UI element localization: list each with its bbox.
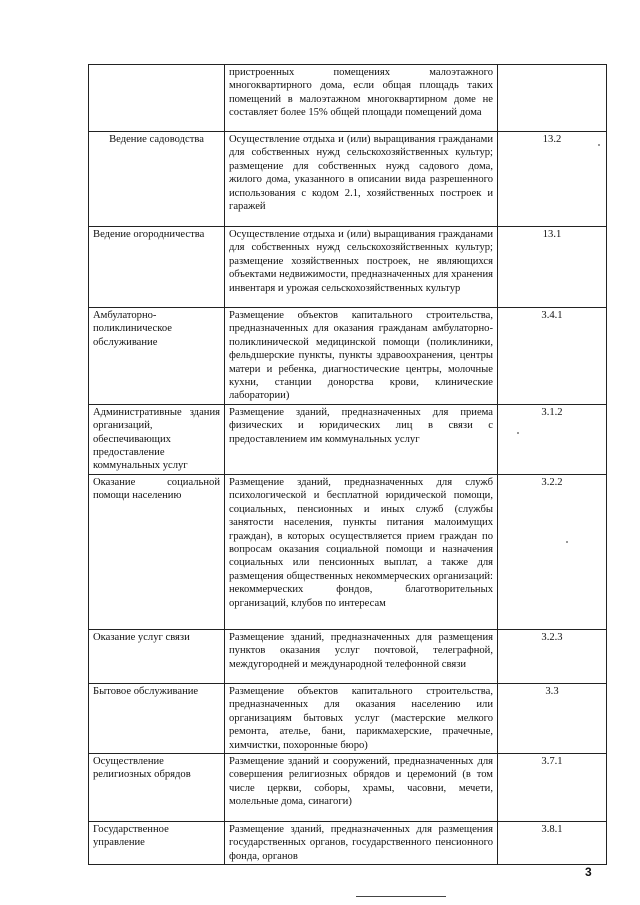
use-type-description: Размещение зданий, предназначенных для размещения государственных органов, государственного пенсионного фонда, органов <box>225 821 498 864</box>
table-row <box>89 629 607 683</box>
use-type-code: 3.1.2 <box>498 404 607 474</box>
use-type-code: 3.2.3 <box>498 629 607 683</box>
scan-speck <box>598 144 600 146</box>
use-type-description: Размещение зданий, предназначенных для служб психологической и бесплатной юридической помощи, социальных, пенсионных и иных служб (службы занятости населения, пункты питания малоимущих граждан), в которых осуществляется прием граждан по вопросам оказания социальной помощи и назначения социальных или пенсионных выплат, а также для размещения общественных некоммерческих организаций: некоммерческих фондов, благотворительных организаций, клубов по интересам <box>225 474 498 629</box>
use-type-code: 3.2.2 <box>498 474 607 629</box>
use-type-description: Размещение объектов капитального строительства, предназначенных для оказания населению или организациям бытовых услуг (мастерские мелкого ремонта, ателье, бани, парикмахерские, прачечные, химчистки, похоронные бюро) <box>225 683 498 753</box>
use-type-description: Размещение зданий, предназначенных для приема физических и юридических лиц в связи с предоставлением им коммунальных услуг <box>225 404 498 474</box>
use-type-name: Оказание социальной помощи населению <box>89 474 225 629</box>
footer-rule <box>356 896 446 897</box>
table-row <box>89 65 607 132</box>
table-row <box>89 753 607 821</box>
use-type-name: Ведение огородничества <box>89 227 225 308</box>
use-type-name: Амбулаторно-поликлиническое обслуживание <box>89 308 225 405</box>
use-type-description: Осуществление отдыха и (или) выращивания гражданами для собственных нужд сельскохозяйственных культур; размещение для собственных нужд садового дома, жилого дома, указанного в описании вида разрешенного использования с кодом 2.1, хозяйственных построек и гаражей <box>225 132 498 227</box>
table-row <box>89 821 607 864</box>
use-type-description: Размещение объектов капитального строительства, предназначенных для оказания гражданам амбулаторно-поликлинической медицинской помощи (поликлиники, фельдшерские пункты, пункты здравоохранения, центры матери и ребенка, диагностические центры, молочные кухни, станции донорства крови, клинические лаборатории) <box>225 308 498 405</box>
use-type-name: Административные здания организаций, обеспечивающих предоставление коммунальных услуг <box>89 404 225 474</box>
page-number: 3 <box>585 865 592 879</box>
scan-speck <box>566 541 568 543</box>
use-type-name <box>89 65 225 132</box>
use-type-code: 3.3 <box>498 683 607 753</box>
use-type-code: 3.8.1 <box>498 821 607 864</box>
table-row <box>89 404 607 474</box>
land-use-table <box>88 64 607 865</box>
table-row <box>89 227 607 308</box>
table-row <box>89 132 607 227</box>
use-type-description: Размещение зданий, предназначенных для размещения пунктов оказания услуг почтовой, телеграфной, междугородней и международной телефонной связи <box>225 629 498 683</box>
use-type-name: Осуществление религиозных обрядов <box>89 753 225 821</box>
use-type-description: пристроенных помещениях малоэтажного многоквартирного дома, если общая площадь таких помещений в малоэтажном многоквартирном доме не составляет более 15% общей площади помещений дома <box>225 65 498 132</box>
use-type-name: Ведение садоводства <box>89 132 225 227</box>
use-type-description: Осуществление отдыха и (или) выращивания гражданами для собственных нужд сельскохозяйственных культур; размещение хозяйственных построек, не являющихся объектами недвижимости, предназначенных для хранения инвентаря и урожая сельскохозяйственных культур <box>225 227 498 308</box>
use-type-code: 3.4.1 <box>498 308 607 405</box>
scan-speck <box>517 432 519 434</box>
use-type-name: Государственное управление <box>89 821 225 864</box>
use-type-code: 13.2 <box>498 132 607 227</box>
use-type-name: Оказание услуг связи <box>89 629 225 683</box>
use-type-code: 13.1 <box>498 227 607 308</box>
table-row <box>89 308 607 405</box>
table-row <box>89 474 607 629</box>
use-type-description: Размещение зданий и сооружений, предназначенных для совершения религиозных обрядов и церемоний (в том числе церкви, соборы, храмы, часовни, мечети, молельные дома, синагоги) <box>225 753 498 821</box>
use-type-name: Бытовое обслуживание <box>89 683 225 753</box>
table-row <box>89 683 607 753</box>
use-type-code: 3.7.1 <box>498 753 607 821</box>
use-type-code <box>498 65 607 132</box>
